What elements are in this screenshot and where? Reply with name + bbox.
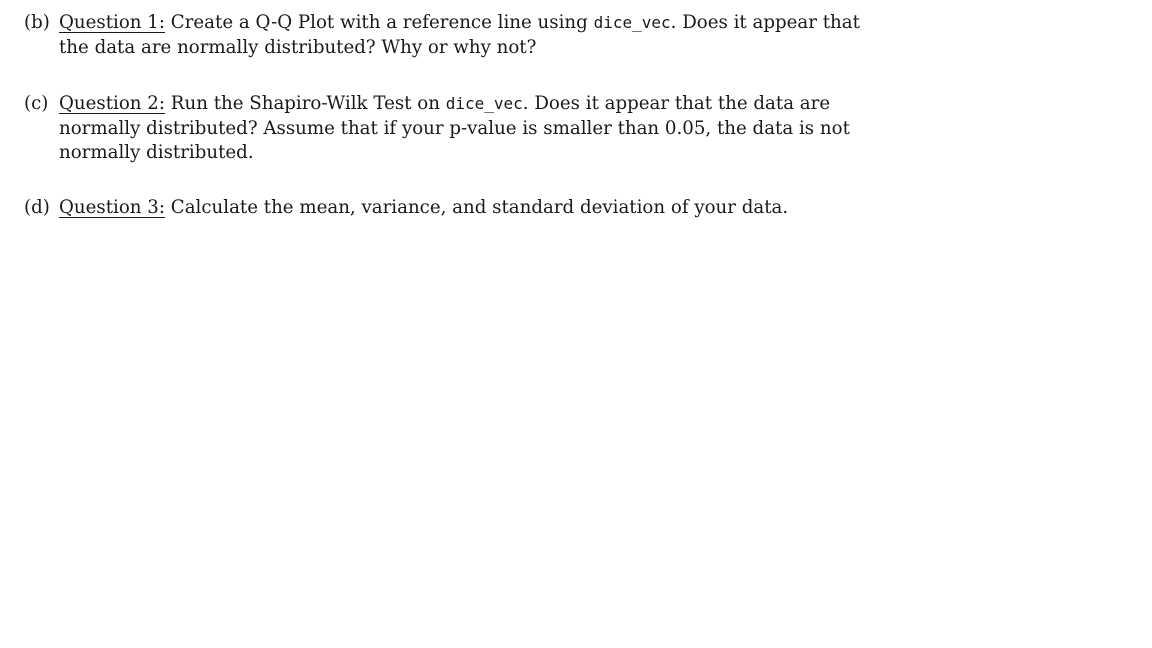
item-label: (d): [24, 197, 50, 218]
code-term: dice_vec: [445, 94, 523, 113]
question-item-d: [24, 196, 824, 221]
item-label: (c): [24, 93, 49, 114]
question-text: Calculate the mean, variance, and standard deviation of your data.: [170, 197, 789, 218]
question-heading: Question 2:: [59, 93, 165, 114]
question-text: normally distributed.: [59, 142, 254, 163]
question-heading: Question 3:: [59, 197, 165, 218]
item-d-line-1: [24, 196, 824, 221]
question-text: Create a Q-Q Plot with a reference line using: [170, 12, 588, 33]
question-text: Run the Shapiro-Wilk Test on: [170, 93, 440, 114]
question-item-b: [24, 11, 860, 60]
question-text: normally distributed? Assume that if your p-value is smaller than 0.05, the data is not: [59, 117, 850, 139]
question-text: the data are normally distributed? Why or why not?: [59, 36, 537, 58]
item-label: (b): [24, 12, 50, 33]
item-b-line-1: [24, 11, 860, 36]
question-item-c: [24, 92, 850, 166]
question-text: . Does it appear that: [670, 12, 860, 33]
question-text: . Does it appear that the data are: [522, 93, 831, 114]
question-heading: Question 1:: [59, 12, 165, 33]
code-term: dice_vec: [593, 13, 671, 32]
item-c-line-1: [24, 92, 831, 117]
